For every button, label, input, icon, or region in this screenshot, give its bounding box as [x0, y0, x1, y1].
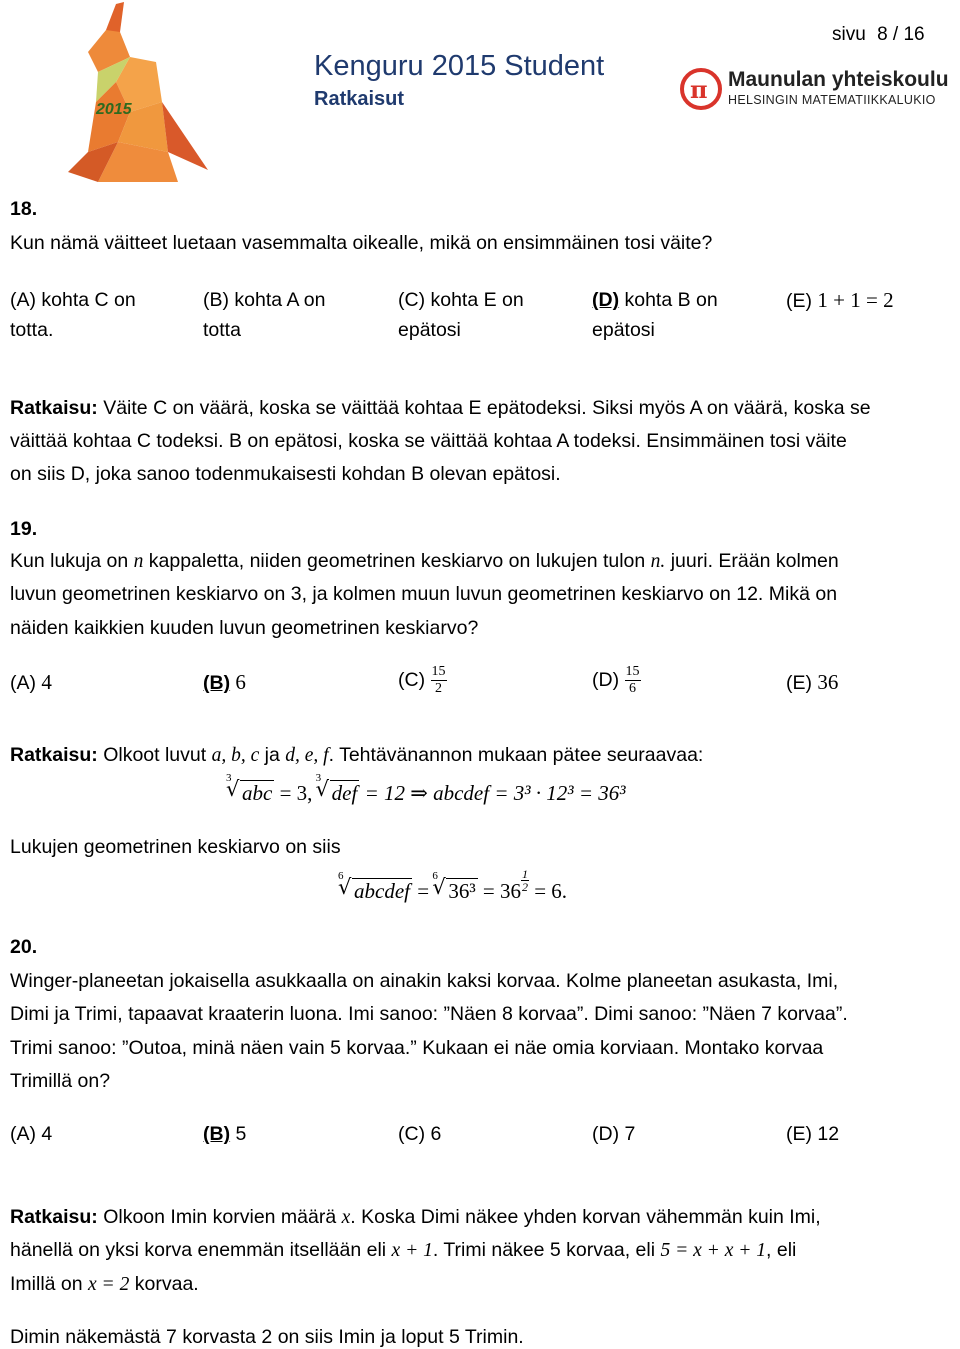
- question-number: 19.: [10, 518, 38, 540]
- root-index: √ 3: [315, 772, 322, 784]
- option-d-line2: epätosi: [592, 319, 655, 341]
- solution-line-2: Lukujen geometrinen keskiarvo on siis: [10, 836, 341, 858]
- solution-line-2: väittää kohtaa C todeksi. B on epätosi, koska se väittää kohtaa A todeksi. Ensimmäinen tosi väite: [10, 430, 847, 452]
- solution-line-4: Dimin näkemästä 7 korvasta 2 on siis Imin ja loput 5 Trimin.: [10, 1326, 524, 1348]
- solution-label: Ratkaisu:: [10, 744, 98, 766]
- option-letter: (B): [203, 672, 231, 694]
- page-count: 8 / 16: [877, 24, 925, 45]
- option-d: (D) 7: [592, 1123, 636, 1145]
- equation-2: [338, 867, 568, 904]
- solution-line-3: on siis D, joka sanoo todenmukaisesti kohdan B olevan epätosi.: [10, 463, 561, 485]
- fraction: [431, 664, 447, 697]
- text: hänellä on yksi korva enemmän itsellään eli: [10, 1239, 392, 1261]
- denominator: 2: [435, 681, 442, 696]
- option-a-line1: (A) kohta C on: [10, 289, 136, 311]
- question-line-3: Trimi sanoo: ”Outoa, minä näen vain 5 korvaa.” Kukaan ei näe omia korviaan. Montako korvaa: [10, 1037, 824, 1059]
- equation-text: =: [411, 879, 435, 903]
- question-line-2: luvun geometrinen keskiarvo on 3, ja kolmen muun luvun geometrinen keskiarvo on 12. Mikä on: [10, 583, 838, 605]
- svg-text:2015: 2015: [96, 101, 132, 118]
- option-e: (E) 12: [786, 1123, 840, 1145]
- text: Olkoon Imin korvien määrä: [97, 1206, 342, 1228]
- solution-label: Ratkaisu:: [10, 1206, 98, 1228]
- option-d-letter: (D): [592, 289, 620, 311]
- page-label: sivu: [832, 24, 866, 45]
- fraction: [625, 664, 641, 697]
- option-b-line1: (B) kohta A on: [203, 289, 326, 311]
- solution-text: Väite C on väärä, koska se väittää kohtaa E epätodeksi. Siksi myös A on väärä, koska se: [97, 397, 871, 419]
- numerator: 15: [431, 664, 446, 679]
- cube-root: [226, 772, 274, 806]
- text: juuri. Erään kolmen: [665, 550, 839, 572]
- equation-1: [226, 772, 626, 806]
- question-text: Kun nämä väitteet luetaan vasemmalta oikealle, mikä on ensimmäinen tosi väite?: [10, 232, 713, 254]
- option-e-letter: (E): [786, 290, 818, 312]
- text: Imillä on: [10, 1273, 89, 1295]
- kangaroo-logo: [58, 2, 218, 182]
- math-n: n: [133, 551, 144, 572]
- equation-text: = 3,: [274, 781, 318, 805]
- school-name: Maunulan yhteiskoulu: [728, 68, 949, 91]
- option-c-line1: (C) kohta E on: [398, 289, 524, 311]
- sixth-root: [338, 870, 412, 904]
- option-e: [786, 670, 838, 695]
- root-index: √ 6: [338, 870, 344, 882]
- radicand: abcdef: [354, 879, 410, 903]
- solution-line-1: [10, 744, 703, 767]
- option-a: [10, 285, 136, 345]
- solution-line-3: [10, 1273, 199, 1296]
- option-c: (C) 6: [398, 1123, 442, 1145]
- text: . Trimi näkee 5 korvaa, eli: [432, 1239, 661, 1261]
- radicand: abc: [242, 781, 273, 805]
- option-value: 6: [230, 670, 246, 694]
- option-letter: (E): [786, 672, 818, 694]
- option-d-line1: kohta B on: [619, 289, 718, 311]
- question-line-3: näiden kaikkien kuuden luvun geometrinen keskiarvo?: [10, 617, 479, 639]
- page-number: [832, 24, 925, 46]
- question-line-1: [10, 550, 839, 573]
- question-line-4: Trimillä on?: [10, 1070, 111, 1092]
- option-b: [203, 285, 326, 345]
- document-subtitle: Ratkaisut: [314, 88, 405, 110]
- math-n: n.: [650, 551, 666, 572]
- math-vars: a, b, c: [211, 745, 260, 766]
- equation-text: = 12 ⇒ abcdef = 3³ · 12³ = 36³: [359, 781, 626, 805]
- option-e-math: 1 + 1 = 2: [817, 288, 894, 312]
- denominator: 2: [521, 880, 528, 894]
- text: Olkoot luvut: [97, 744, 212, 766]
- option-b: [203, 670, 246, 695]
- math-expr: x + 1: [391, 1240, 433, 1261]
- document-title: Kenguru 2015 Student: [314, 50, 605, 82]
- option-e: [786, 285, 894, 316]
- svg-text:π: π: [690, 75, 708, 104]
- question-number: 18.: [10, 198, 38, 220]
- option-letter: (B): [203, 1123, 231, 1145]
- question-line-1: Winger-planeetan jokaisella asukkaalla on ainakin kaksi korvaa. Kolme planeetan asukasta, Imi,: [10, 970, 839, 992]
- cube-root: [315, 772, 360, 806]
- school-subtitle: HELSINGIN MATEMATIIKKALUKIO: [728, 93, 936, 107]
- radicand: def: [331, 781, 358, 805]
- option-c-line2: epätosi: [398, 319, 461, 341]
- option-value: 5: [230, 1123, 247, 1145]
- option-value: 4: [41, 670, 52, 694]
- question-number: 20.: [10, 936, 38, 958]
- numerator: 15: [625, 664, 640, 679]
- text: korvaa.: [129, 1273, 199, 1295]
- solution-label: Ratkaisu:: [10, 397, 98, 419]
- exponent-fraction: [521, 868, 529, 893]
- text: ja: [259, 744, 286, 766]
- option-a: [10, 670, 52, 695]
- option-a: (A) 4: [10, 1123, 53, 1145]
- option-letter: (A): [10, 672, 42, 694]
- option-c: [398, 285, 524, 345]
- school-logo-icon: [680, 68, 722, 110]
- option-b: [203, 1123, 246, 1146]
- root-index: √ 3: [226, 772, 232, 784]
- text: Kun lukuja on: [10, 550, 134, 572]
- text: kappaletta, niiden geometrinen keskiarvo on lukujen tulon: [143, 550, 651, 572]
- root-index: √ 6: [432, 870, 438, 882]
- math-x: x: [341, 1207, 351, 1228]
- sixth-root: [432, 870, 477, 904]
- solution-line-1: [10, 1206, 821, 1229]
- option-letter: (D): [592, 669, 625, 691]
- option-c: [398, 664, 447, 697]
- math-expr: x = 2: [88, 1274, 130, 1295]
- solution-line-1: [10, 397, 871, 420]
- math-vars: d, e, f: [285, 745, 329, 766]
- text: . Koska Dimi näkee yhden korvan vähemmän kuin Imi,: [350, 1206, 821, 1228]
- math-expr: 5 = x + x + 1: [660, 1240, 767, 1261]
- equation-text: = 36: [477, 879, 521, 903]
- option-d: [592, 664, 641, 697]
- option-d: [592, 285, 718, 345]
- solution-line-2: [10, 1239, 796, 1262]
- radicand: 36³: [448, 879, 476, 903]
- option-letter: (C): [398, 669, 431, 691]
- question-line-2: Dimi ja Trimi, tapaavat kraaterin luona. Imi sanoo: ”Näen 8 korvaa”. Dimi sanoo: ”Näen 7 korvaa”.: [10, 1003, 848, 1025]
- equation-text: = 6.: [528, 879, 568, 903]
- option-b-line2: totta: [203, 319, 241, 341]
- option-value: 36: [817, 670, 839, 694]
- text: . Tehtävänannon mukaan pätee seuraavaa:: [328, 744, 704, 766]
- denominator: 6: [629, 681, 636, 696]
- option-a-line2: totta.: [10, 319, 54, 341]
- numerator: 1: [521, 867, 528, 881]
- text: , eli: [766, 1239, 797, 1261]
